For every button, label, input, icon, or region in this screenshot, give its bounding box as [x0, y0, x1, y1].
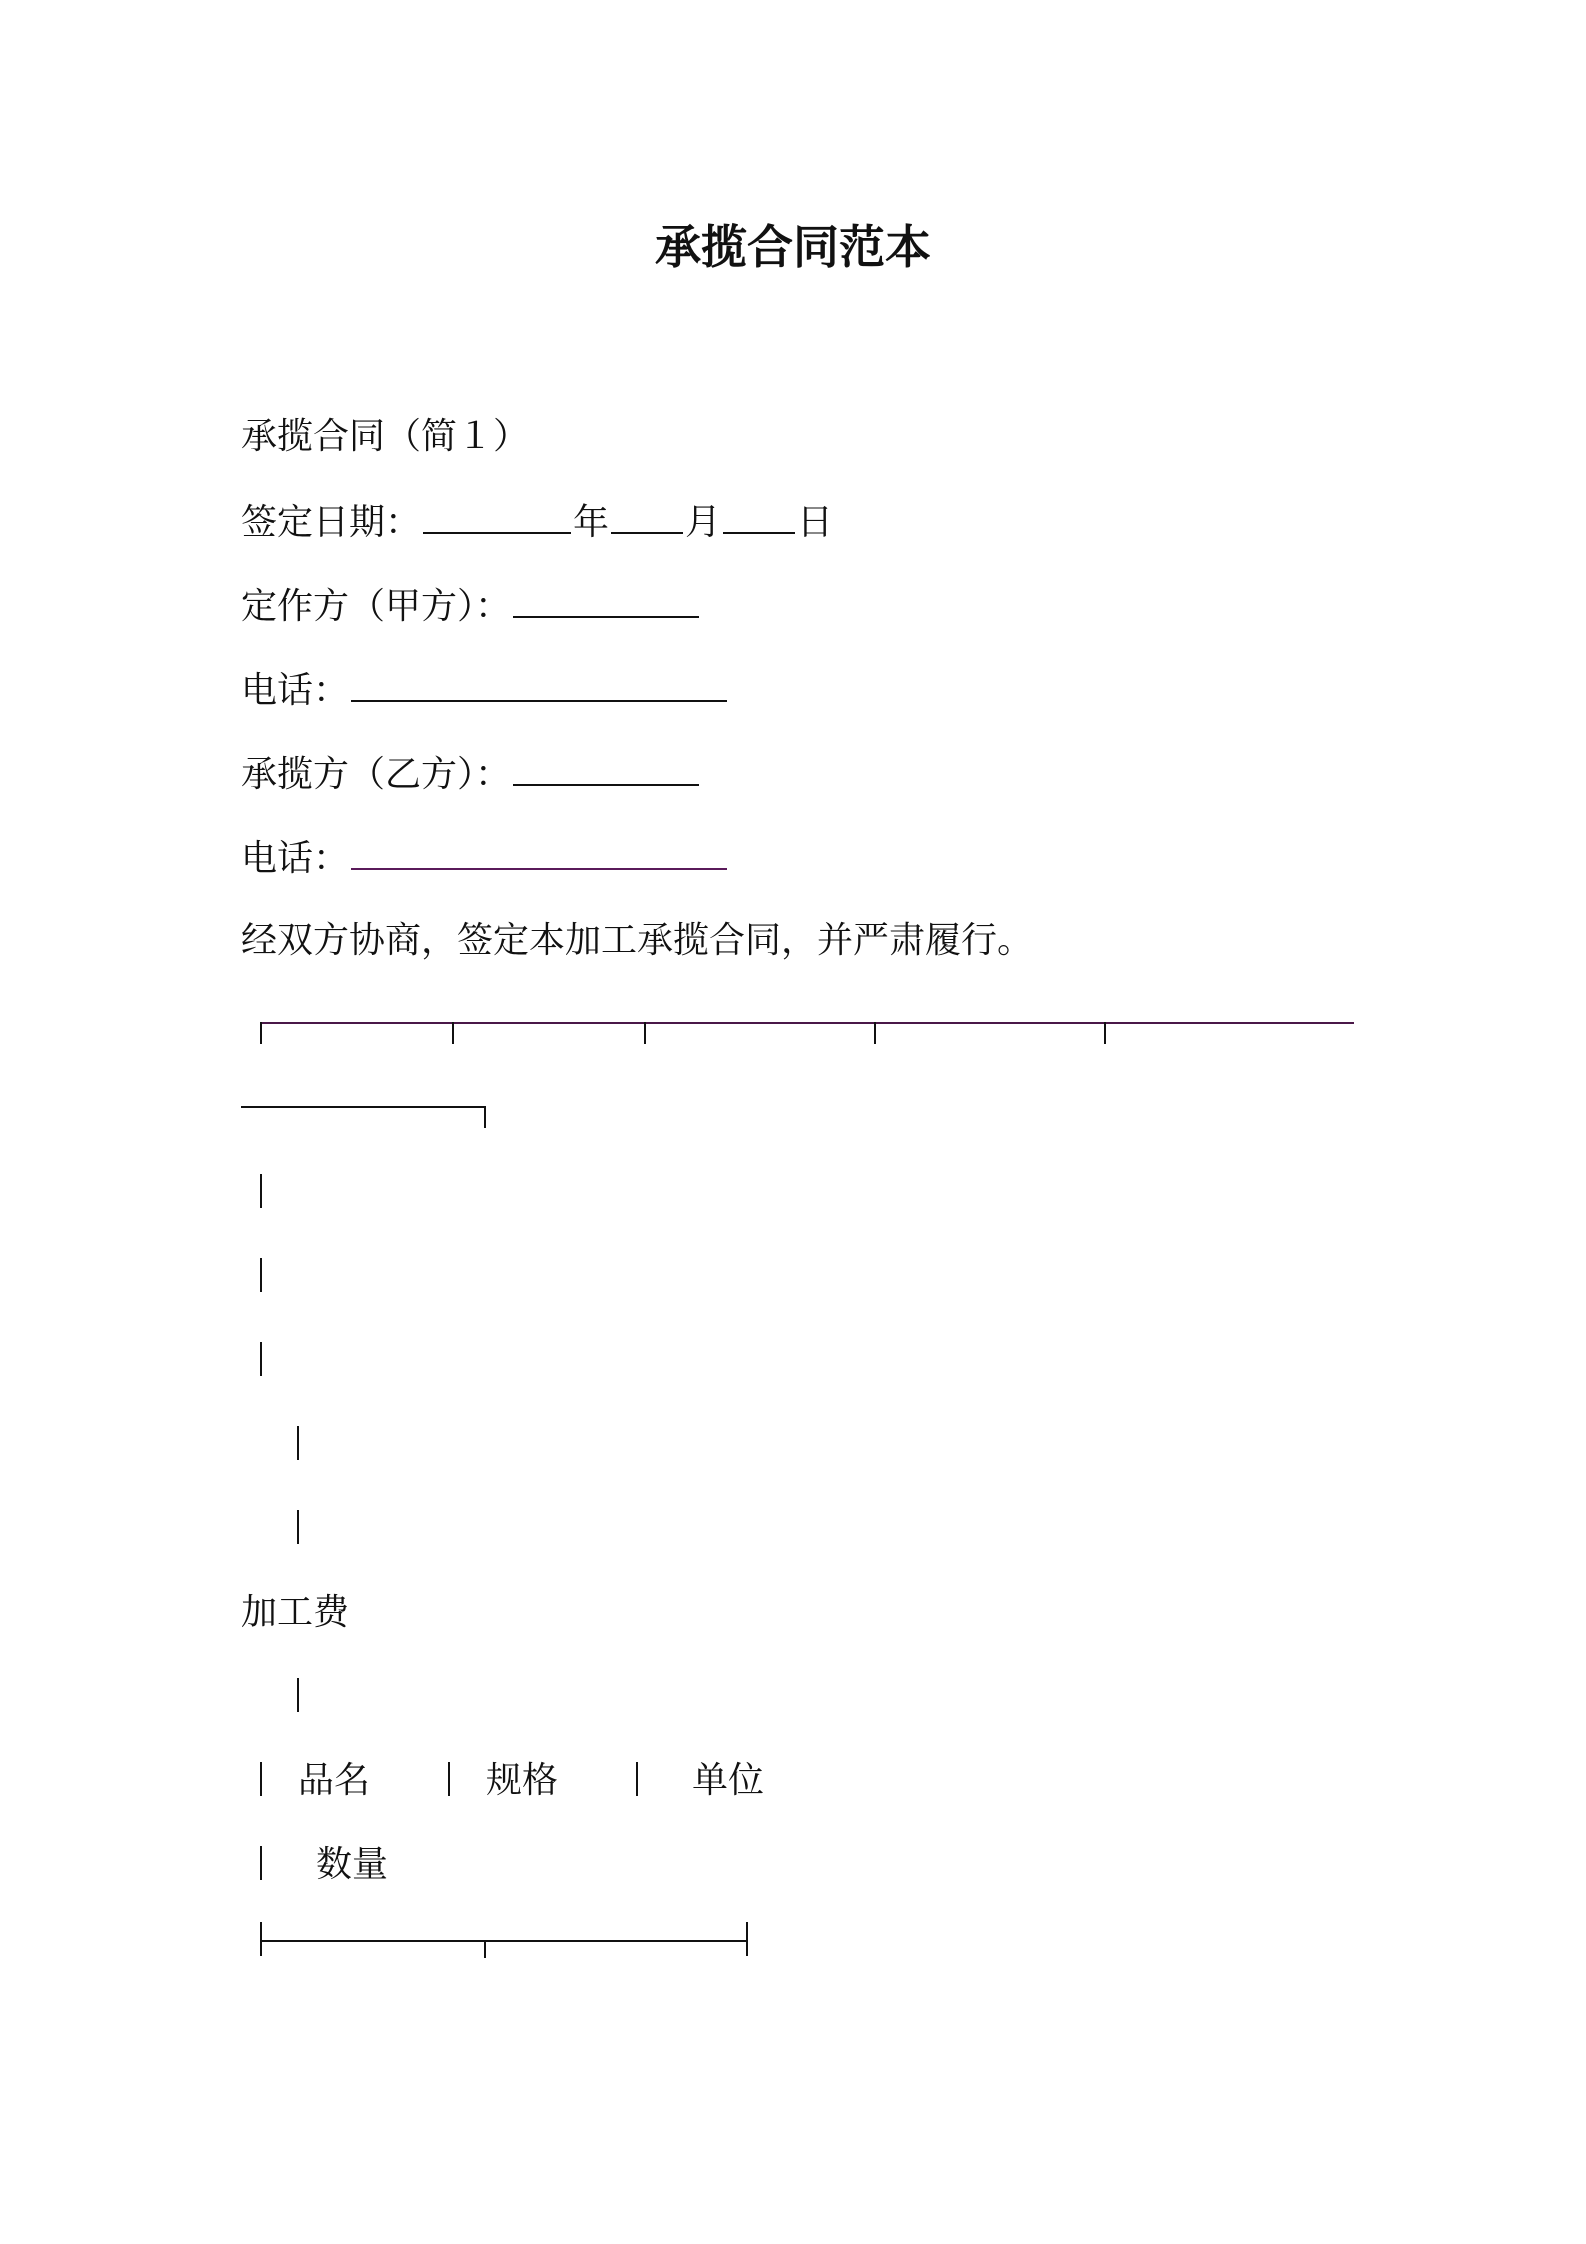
table-bottom-right-tick: [746, 1922, 748, 1956]
month-blank: [611, 496, 683, 534]
table-column-bar: [297, 1678, 299, 1712]
party-b-blank: [513, 748, 699, 786]
table-column-bar: [260, 1762, 262, 1796]
table-column-bar: [260, 1174, 262, 1208]
phone-a-line: [241, 664, 729, 716]
party-b-line: [241, 748, 701, 800]
sign-date-label: 签定日期：: [241, 502, 422, 543]
table-column-bar: [260, 1258, 262, 1292]
header-unit: 单位: [692, 1760, 765, 1801]
table-bottom-left-tick: [260, 1922, 262, 1956]
table-bottom-mid-tick: [484, 1940, 486, 1958]
phone-a-label: 电话：: [241, 670, 350, 711]
table-column-bar: [297, 1426, 299, 1460]
table-column-bar: [636, 1762, 638, 1796]
table-top-tick: [452, 1022, 454, 1044]
contract-subtitle: 承揽合同（简１）: [241, 416, 530, 457]
table-top-tick: [260, 1022, 262, 1044]
day-label: 日: [797, 502, 834, 543]
phone-b-label: 电话：: [241, 838, 350, 879]
processing-fee-label: 加工费: [241, 1592, 350, 1633]
header-quantity: 数量: [316, 1844, 389, 1885]
table-column-bar: [448, 1762, 450, 1796]
document-title: 承揽合同范本: [655, 220, 931, 274]
table-column-bar: [297, 1510, 299, 1544]
year-blank: [423, 496, 571, 534]
table-top-tick: [644, 1022, 646, 1044]
table-bottom-border: [260, 1940, 748, 1942]
month-label: 月: [685, 502, 722, 543]
party-b-label: 承揽方（乙方）：: [241, 754, 512, 795]
table-column-bar: [260, 1342, 262, 1376]
table-top-tick: [1104, 1022, 1106, 1044]
table-column-bar: [260, 1846, 262, 1880]
header-spec: 规格: [486, 1760, 559, 1801]
phone-b-line: [241, 832, 729, 884]
party-a-line: [241, 580, 701, 632]
table-border-continuation: [241, 1106, 486, 1108]
table-border-end-tick: [484, 1106, 486, 1128]
table-top-border: [260, 1022, 1354, 1024]
sign-date-line: [241, 496, 833, 548]
phone-a-blank: [351, 664, 727, 702]
phone-b-blank: [351, 832, 727, 870]
day-blank: [723, 496, 795, 534]
year-label: 年: [573, 502, 610, 543]
party-a-blank: [513, 580, 699, 618]
intro-paragraph: 经双方协商，签定本加工承揽合同，并严肃履行。: [241, 920, 1034, 961]
table-top-tick: [874, 1022, 876, 1044]
header-name: 品名: [298, 1760, 371, 1801]
party-a-label: 定作方（甲方）：: [241, 586, 512, 627]
